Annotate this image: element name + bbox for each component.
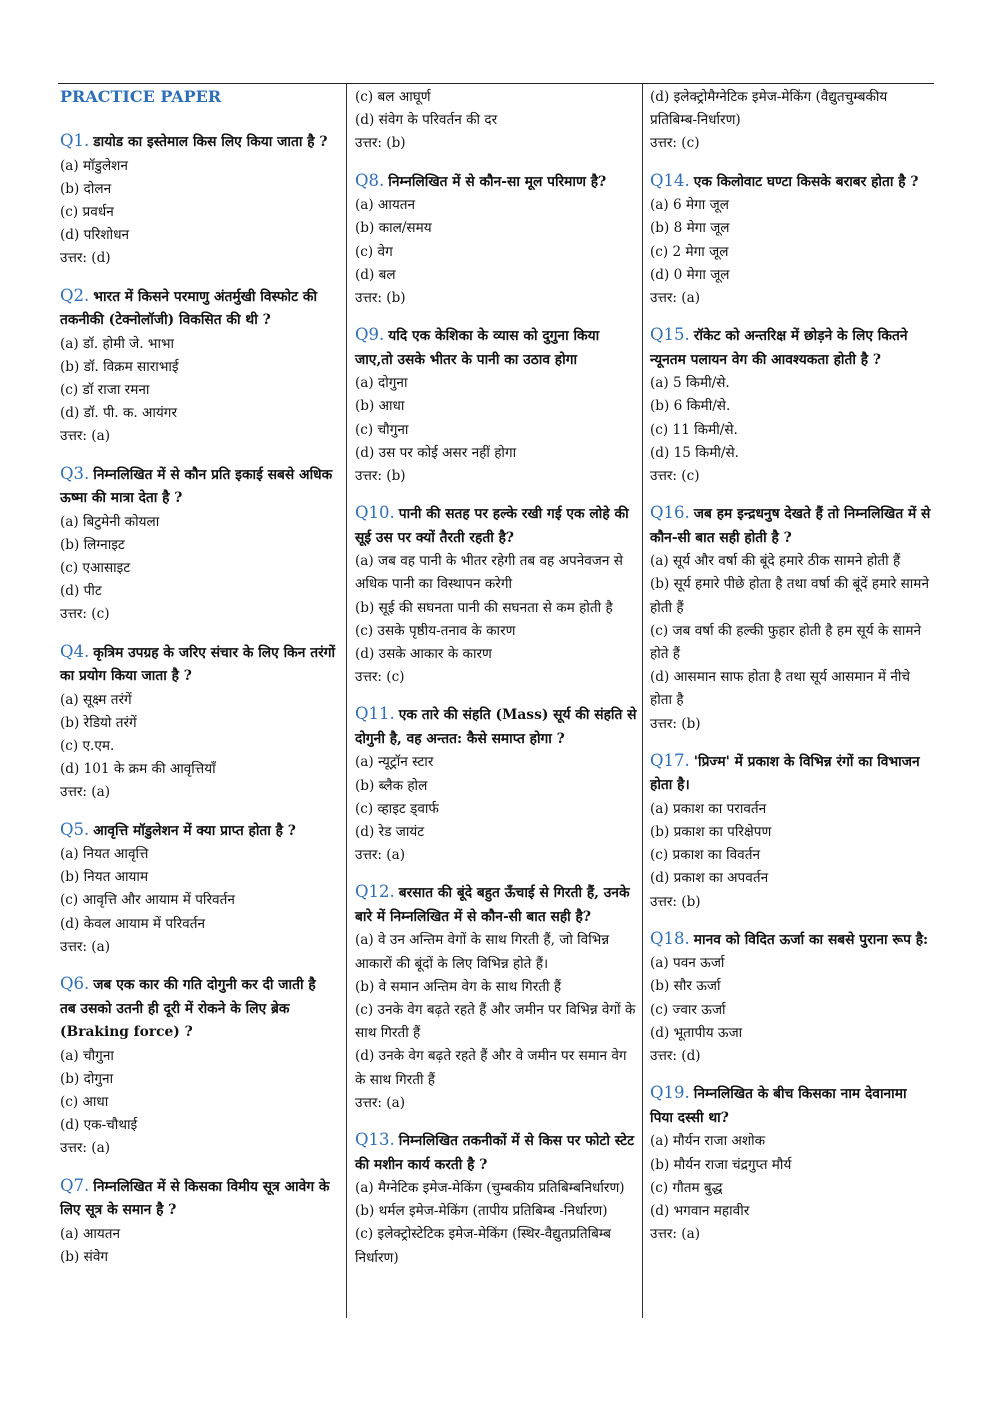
answer-option: (d) एक-चौथाई	[60, 1117, 138, 1134]
answer-option: (d) इलेक्ट्रोमैग्नेटिक इमेज-मेकिंग (वैद्युतचुम्बकीय प्रतिबिम्ब-निर्धारण)	[650, 89, 888, 129]
question-block	[355, 702, 639, 867]
question-block	[60, 972, 336, 1161]
question-number: Q8.	[355, 170, 385, 190]
question-number: Q13.	[355, 1130, 395, 1149]
answer-key: उत्तर: (a)	[650, 289, 701, 306]
answer-option: (b) काल/समय	[355, 220, 432, 237]
question-text	[650, 501, 934, 550]
answer-option: (d) 101 के क्रम की आवृत्तियाँ	[60, 761, 216, 778]
answer-option: (b) 8 मेगा जूल	[650, 220, 730, 237]
answer-option: (c) उसके पृष्ठीय-तनाव के कारण	[355, 622, 516, 639]
paper-title: PRACTICE PAPER	[60, 87, 222, 106]
question-number: Q7.	[60, 1175, 90, 1195]
answer-option: (d) आसमान साफ होता है तथा सूर्य आसमान में नीचे होता है	[650, 669, 911, 709]
answer-option: (b) थर्मल इमेज-मेकिंग (तापीय प्रतिबिम्ब -निर्धारण)	[355, 1203, 608, 1220]
answer-option: (b) रेडियो तरंगें	[60, 714, 137, 731]
question-stem: आवृत्ति मॉडुलेशन में क्या प्राप्त होता है ?	[93, 822, 296, 839]
question-number: Q16.	[650, 503, 690, 523]
answer-option: (c) प्रकाश का विवर्तन	[650, 847, 761, 864]
answer-option: (d) रेड जायंट	[355, 823, 425, 840]
answer-option: (d) प्रकाश का अपवर्तन	[650, 870, 769, 887]
question-stem: मानव को विदित ऊर्जा का सबसे पुराना रूप है:	[693, 931, 929, 948]
question-block	[650, 1081, 934, 1246]
question-block	[60, 1174, 336, 1269]
answer-option: (c) ए.एम.	[60, 737, 115, 754]
question-stem: डायोड का इस्तेमाल किस लिए किया जाता है ?	[93, 134, 328, 150]
answer-option: (c) व्हाइट ड्वार्फ	[355, 800, 439, 817]
answer-option: (a) वे उन अन्तिम वेगों के साथ गिरती हैं, जो विभिन्न आकारों की बूंदों के लिए विभिन्न होते हैं।	[355, 932, 610, 972]
question-text	[355, 1128, 639, 1177]
question-text	[60, 1174, 336, 1223]
answer-option: (b) संवेग	[60, 1248, 109, 1265]
answer-option: (c) वेग	[355, 243, 393, 260]
question-block	[60, 818, 336, 960]
answer-option: (d) 15 किमी/से.	[650, 444, 739, 461]
question-number: Q15.	[650, 325, 690, 345]
answer-key: उत्तर: (b)	[355, 135, 406, 152]
answer-option: (c) इलेक्ट्रोस्टेटिक इमेज-मेकिंग (स्थिर-वैद्युतप्रतिबिम्ब निर्धारण)	[355, 1226, 612, 1266]
question-text	[650, 1081, 934, 1130]
question-stem: पानी की सतह पर हल्के रखी गई एक लोहे की सूई उस पर क्यों तैरती रहती है?	[355, 506, 629, 546]
question-text	[60, 462, 336, 511]
answer-key: उत्तर: (a)	[60, 1140, 111, 1157]
question-stem: निम्नलिखित में से कौन प्रति इकाई सबसे अधिक ऊष्मा की मात्रा देता है ?	[60, 466, 333, 507]
answer-option: (b) प्रकाश का परिक्षेपण	[650, 823, 772, 840]
answer-option: (c) 11 किमी/से.	[650, 421, 738, 438]
question-block	[355, 501, 639, 689]
question-text	[60, 129, 336, 155]
answer-option: (d) उसके आकार के कारण	[355, 645, 492, 662]
answer-key: उत्तर: (c)	[355, 669, 405, 686]
answer-option: (a) मौर्यन राजा अशोक	[650, 1133, 766, 1150]
answer-option: (b) मौर्यन राजा चंद्रगुप्त मौर्य	[650, 1156, 792, 1173]
question-stem: बरसात की बूंदे बहुत ऊँचाई से गिरती हैं, उनके बारे में निम्नलिखित में से कौन-सी बात सही है?	[355, 885, 630, 925]
question-block	[60, 129, 336, 271]
question-text	[60, 284, 336, 333]
answer-option: (c) जब वर्षा की हल्की फुहार होती है हम सूर्य के सामने होते हैं	[650, 622, 922, 662]
question-block	[355, 323, 639, 488]
question-number: Q10.	[355, 503, 395, 523]
question-block	[60, 284, 336, 449]
answer-option: (c) एआसाइट	[60, 559, 131, 576]
answer-option: (b) नियत आयाम	[60, 869, 149, 886]
answer-option: (c) प्रवर्धन	[60, 203, 114, 220]
answer-key: उत्तर: (a)	[60, 784, 111, 801]
question-number: Q17.	[650, 750, 690, 770]
question-text	[355, 702, 639, 751]
question-text	[650, 749, 934, 798]
question-number: Q9.	[355, 325, 385, 345]
answer-key: उत्तर: (a)	[650, 1226, 701, 1243]
answer-option: (b) दोलन	[60, 180, 112, 197]
answer-option: (d) डॉ. पी. क. आयंगर	[60, 405, 178, 422]
answer-option: (d) केवल आयाम में परिवर्तन	[60, 915, 206, 932]
question-text	[60, 818, 336, 844]
question-number: Q19.	[650, 1083, 690, 1103]
question-block	[650, 169, 934, 311]
answer-option: (a) सूर्य और वर्षा की बूंदे हमारे ठीक सामने होती हैं	[650, 553, 901, 570]
question-stem: कृत्रिम उपग्रह के जरिए संचार के लिए किन तरंगों का प्रयोग किया जाता है ?	[60, 644, 336, 685]
answer-option: (a) पवन ऊर्जा	[650, 955, 725, 972]
question-text	[60, 640, 336, 689]
answer-option: (c) डॉ राजा रमना	[60, 381, 150, 398]
question-stem: निम्नलिखित के बीच किसका नाम देवानामा पिया दस्सी था?	[650, 1086, 907, 1126]
answer-option: (a) डॉ. होमी जे. भाभा	[60, 335, 175, 352]
question-number: Q3.	[60, 463, 90, 483]
answer-option: (d) उनके वेग बढ़ते रहते हैं और वे जमीन पर समान वेग के साथ गिरती हैं	[355, 1048, 627, 1088]
answer-key: उत्तर: (a)	[355, 847, 406, 864]
question-text	[650, 169, 934, 195]
answer-option: (c) आधा	[60, 1093, 109, 1110]
answer-key: उत्तर: (d)	[60, 250, 111, 267]
question-block	[355, 1128, 639, 1270]
question-stem: जब एक कार की गति दोगुनी कर दी जाती है तब उसको उतनी ही दूरी में रोकने के लिए ब्रेक (Braking force) ?	[60, 977, 316, 1041]
answer-option: (c) 2 मेगा जूल	[650, 243, 729, 260]
question-block	[650, 86, 934, 156]
answer-option: (d) भगवान महावीर	[650, 1202, 750, 1219]
answer-option: (b) आधा	[355, 398, 405, 415]
answer-option: (c) उनके वेग बढ़ते रहते हैं और जमीन पर विभिन्न वेगों के साथ गिरती हैं	[355, 1001, 636, 1042]
question-text	[355, 501, 639, 550]
answer-option: (d) 0 मेगा जूल	[650, 266, 730, 283]
answer-option: (d) उस पर कोई असर नहीं होगा	[355, 444, 517, 461]
column-2	[355, 86, 639, 1270]
answer-option: (a) न्यूट्रॉन स्टार	[355, 754, 434, 771]
answer-option: (c) ज्वार ऊर्जा	[650, 1001, 726, 1018]
answer-option: (d) बल	[355, 266, 396, 283]
answer-option: (a) आयतन	[355, 197, 416, 214]
answer-key: उत्तर: (a)	[60, 938, 111, 955]
answer-option: (a) चौगुना	[60, 1047, 114, 1064]
answer-option: (a) मैग्नेटिक इमेज-मेकिंग (चुम्बकीय प्रतिबिम्बनिर्धारण)	[355, 1180, 625, 1196]
question-stem: एक किलोवाट घण्टा किसके बराबर होता है ?	[693, 173, 919, 190]
question-number: Q11.	[355, 704, 395, 724]
answer-key: उत्तर: (c)	[60, 606, 110, 623]
question-number: Q2.	[60, 285, 90, 305]
question-number: Q14.	[650, 170, 690, 190]
answer-option: (a) मॉडुलेशन	[60, 157, 128, 174]
answer-option: (a) नियत आवृत्ति	[60, 846, 149, 863]
question-stem: निम्नलिखित में से किसका विमीय सूत्र आवेग के लिए सूत्र के समान है ?	[60, 1178, 330, 1219]
question-stem: भारत में किसने परमाणु अंतर्मुखी विस्फोट की तकनीकी (टेक्नोलॉजी) विकसित की थी ?	[60, 288, 318, 329]
column-divider	[346, 84, 347, 1318]
question-stem: निम्नलिखित तकनीकों में से किस पर फोटो स्टेट की मशीन कार्य करती है ?	[355, 1133, 635, 1173]
question-block	[650, 323, 934, 488]
answer-option: (a) जब वह पानी के भीतर रहेगी तब वह अपनेवजन से अधिक पानी का विस्थापन करेगी	[355, 553, 623, 593]
answer-option: (d) संवेग के परिवर्तन की दर	[355, 112, 498, 129]
question-number: Q12.	[355, 882, 395, 902]
question-stem: जब हम इन्द्रधनुष देखते हैं तो निम्नलिखित में से कौन-सी बात सही होती है ?	[650, 506, 931, 546]
answer-option: (b) वे समान अन्तिम वेग के साथ गिरती हैं	[355, 978, 562, 995]
column-1	[60, 86, 336, 1269]
answer-key: उत्तर: (c)	[650, 467, 700, 484]
question-stem: रॉकेट को अन्तरिक्ष में छोड़ने के लिए कितने न्यूनतम पलायन वेग की आवश्यकता होती है ?	[650, 328, 908, 368]
question-number: Q1.	[60, 131, 90, 150]
answer-option: (c) आवृत्ति और आयाम में परिवर्तन	[60, 892, 235, 909]
question-text	[355, 323, 639, 372]
answer-key: उत्तर: (c)	[650, 135, 700, 152]
answer-key: उत्तर: (b)	[650, 715, 701, 732]
answer-option: (d) भूतापीय ऊजा	[650, 1024, 743, 1041]
column-divider	[642, 84, 643, 1318]
answer-option: (b) दोगुना	[60, 1070, 114, 1087]
question-block	[650, 749, 934, 914]
answer-option: (a) आयतन	[60, 1225, 121, 1242]
answer-option: (a) प्रकाश का परावर्तन	[650, 800, 767, 817]
question-stem: यदि एक केशिका के व्यास को दुगुना किया जाए,तो उसके भीतर के पानी का उठाव होगा	[355, 328, 600, 368]
question-text	[650, 323, 934, 372]
question-text	[60, 972, 336, 1045]
question-number: Q18.	[650, 928, 690, 948]
answer-option: (a) सूक्ष्म तरंगें	[60, 691, 132, 708]
question-block	[650, 927, 934, 1069]
question-block	[60, 640, 336, 805]
question-number: Q4.	[60, 641, 90, 661]
answer-option: (c) चौगुना	[355, 421, 409, 438]
answer-key: उत्तर: (b)	[650, 893, 701, 910]
answer-option: (b) सूर्य हमारे पीछे होता है तथा वर्षा की बूंदें हमारे सामने होती हैं	[650, 576, 929, 616]
answer-option: (b) ब्लैक होल	[355, 777, 428, 794]
answer-option: (a) 6 मेगा जूल	[650, 197, 729, 214]
answer-option: (b) डॉ. विक्रम साराभाई	[60, 358, 179, 375]
answer-option: (a) 5 किमी/से.	[650, 375, 730, 392]
answer-key: उत्तर: (a)	[355, 1094, 406, 1111]
question-stem: निम्नलिखित में से कौन-सा मूल परिमाण है?	[388, 173, 607, 190]
answer-option: (d) परिशोधन	[60, 227, 130, 244]
answer-key: उत्तर: (a)	[60, 428, 111, 445]
answer-key: उत्तर: (b)	[355, 467, 406, 484]
answer-option: (c) बल आघूर्ण	[355, 89, 431, 105]
question-text	[355, 880, 639, 929]
question-block	[355, 169, 639, 311]
question-block	[355, 86, 639, 156]
answer-key: उत्तर: (d)	[650, 1048, 701, 1065]
answer-option: (a) दोगुना	[355, 375, 408, 392]
answer-option: (d) पीट	[60, 583, 102, 600]
question-text	[355, 169, 639, 195]
question-stem: एक तारे की संहति (Mass) सूर्य की संहति से दोगुनी है, वह अन्तत: कैसे समाप्त होगा ?	[355, 707, 637, 747]
answer-option: (b) 6 किमी/से.	[650, 398, 731, 415]
answer-option: (b) सौर ऊर्जा	[650, 978, 721, 995]
top-rule	[58, 83, 934, 84]
answer-key: उत्तर: (b)	[355, 289, 406, 306]
question-stem: 'प्रिज्म' में प्रकाश के विभिन्न रंगों का विभाजन होता है।	[650, 753, 920, 794]
question-block	[60, 462, 336, 627]
question-block	[650, 501, 934, 736]
answer-option: (b) सूई की सघनता पानी की सघनता से कम होती है	[355, 599, 613, 616]
answer-option: (b) लिग्नाइट	[60, 536, 125, 553]
answer-option: (c) गौतम बुद्ध	[650, 1179, 723, 1196]
question-number: Q5.	[60, 819, 90, 839]
question-block	[355, 880, 639, 1115]
question-number: Q6.	[60, 974, 90, 994]
answer-option: (a) बिटुमेनी कोयला	[60, 513, 160, 530]
question-text	[650, 927, 934, 953]
column-3	[650, 86, 934, 1246]
